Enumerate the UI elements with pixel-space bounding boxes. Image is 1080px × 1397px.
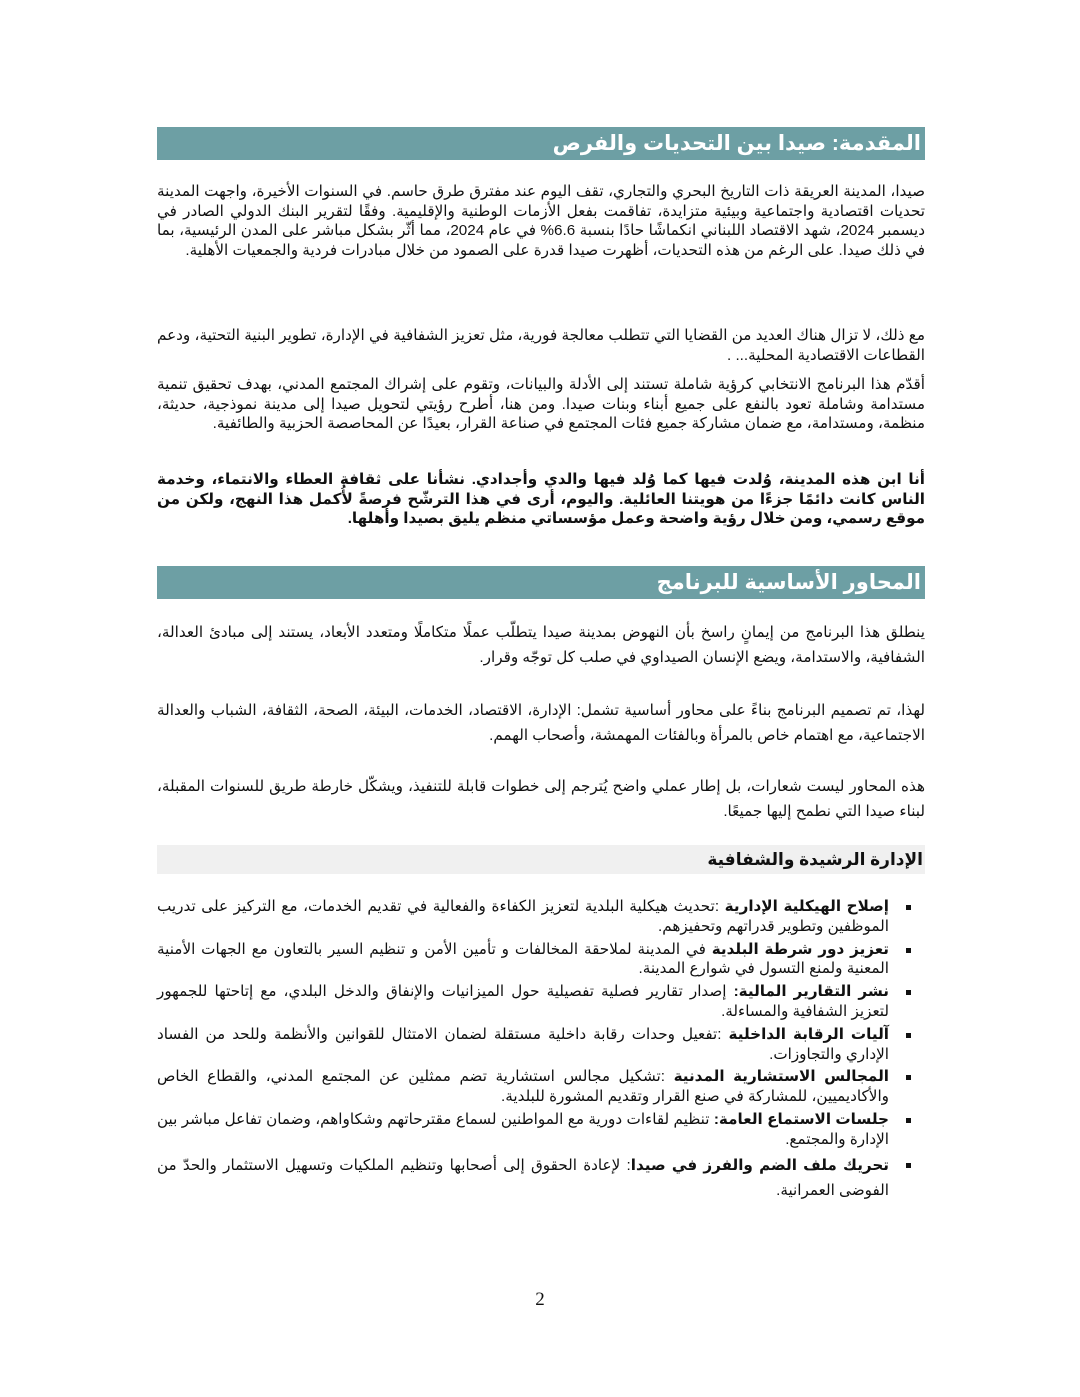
- item-separator: :: [714, 898, 725, 915]
- list-item: [157, 982, 925, 1022]
- page-number: 2: [535, 1289, 545, 1310]
- list-item: [157, 1153, 925, 1203]
- item-term: إصلاح الهيكلية الإدارية: [724, 898, 889, 915]
- axes-paragraph-1: ينطلق هذا البرنامج من إيمانٍ راسخ بأن النهوض بمدينة صيدا يتطلّب عملًا متكاملًا ومتعدد الأبعاد، يستند إلى مبادئ العدالة، الشفافية، والاستدامة، ويضع الإنسان الصيداوي في صلب كل توجّه وقرار.: [157, 624, 925, 666]
- list-item: [157, 1025, 925, 1065]
- item-term: المجالس الاستشارية المدنية: [673, 1068, 889, 1086]
- bullet-icon: [906, 1033, 911, 1038]
- item-separator: :: [620, 1156, 631, 1174]
- list-item: [157, 1067, 925, 1107]
- item-separator: :: [717, 1025, 729, 1043]
- section-heading-intro: المقدمة: صيدا بين التحديات والفرص: [157, 127, 925, 160]
- list-item: [157, 897, 925, 937]
- bullet-icon: [906, 1075, 911, 1080]
- item-text: تشكيل مجالس استشارية تضم ممثلين عن المجتمع المدني، والقطاع الخاص والأكاديميين، للمشاركة في صنع القرار وتقديم المشورة للبلدية.: [157, 1068, 889, 1106]
- item-text: تفعيل وحدات رقابة داخلية مستقلة لضمان الامتثال للقوانين والأنظمة وللحد من الفساد الإداري والتجاوزات.: [157, 1025, 889, 1063]
- bullet-icon: [906, 990, 911, 995]
- item-text: لإعادة الحقوق إلى أصحابها وتنظيم الملكيات وتسهيل الاستثمار والحدّ من الفوضى العمرانية.: [157, 1156, 889, 1199]
- section-heading-axes: المحاور الأساسية للبرنامج: [157, 566, 925, 599]
- bullet-icon: [906, 905, 911, 910]
- item-text: إصدار تقارير فصلية تفصيلية حول الميزانيات والإنفاق والدخل البلدي، مع إتاحتها للجمهور لتعزيز الشفافية والمساءلة.: [157, 983, 889, 1020]
- axes-paragraph-2: لهذا، تم تصميم البرنامج بناءً على محاور أساسية تشمل: الإدارة، الاقتصاد، الخدمات، البيئة، الصحة، الثقافة، الشباب والعدالة الاجتماعية، مع اهتمام خاص بالمرأة وبالفئات المهمشة، وأصحاب الهمم.: [157, 702, 925, 744]
- item-separator: [727, 983, 734, 1000]
- item-term: تعزيز دور شرطة البلدية: [711, 940, 889, 958]
- subsection-heading-governance: الإدارة الرشيدة والشفافية: [157, 845, 925, 874]
- intro-paragraph-2: مع ذلك، لا تزال هناك العديد من القضايا التي تتطلب معالجة فورية، مثل تعزيز الشفافية في الإدارة، تطوير البنية التحتية، ودعم القطاعات الاقتصادية المحلية... .: [157, 327, 925, 364]
- intro-paragraph-3: أقدّم هذا البرنامج الانتخابي كرؤية شاملة تستند إلى الأدلة والبيانات، وتقوم على إشراك المجتمع المدني، بهدف تحقيق تنمية مستدامة وشاملة تعود بالنفع على جميع أبناء وبنات صيدا. ومن هنا، أطرح رؤيتي لتحويل صيدا إلى مدينة نموذجية، حديثة، منظمة، ومستدامة، مع ضمان مشاركة جميع فئات المجتمع في صناعة القرار، بعيدًا عن المحاصصة الحزبية والطائفية.: [157, 376, 925, 433]
- bullet-icon: [906, 1118, 911, 1123]
- bullet-icon: [906, 948, 911, 953]
- item-text: تنظيم لقاءات دورية مع المواطنين لسماع مقترحاتهم وشكاواهم، وضمان تفاعل مباشر بين الإدارة والمجتمع.: [157, 1110, 889, 1148]
- item-term: نشر التقارير المالية:: [733, 983, 889, 1001]
- bullet-icon: [906, 1163, 911, 1168]
- list-item: [157, 940, 925, 980]
- item-text: في المدينة لملاحقة المخالفات و تأمين الأمن و تنظيم السير بالتعاون مع الجهات الأمنية المعنية ولمنع التسول في شوارع المدينة.: [157, 940, 889, 978]
- item-text: تحديث هيكلية البلدية لتعزيز الكفاءة والفعالية في تقديم الخدمات، مع التركيز على تدريب الموظفين وتطوير قدراتهم وتحفيزهم.: [157, 898, 889, 935]
- item-separator: :: [660, 1068, 674, 1086]
- item-term: تحريك ملف الضم والفرز في صيدا: [630, 1156, 890, 1174]
- item-term: جلسات الاستماع العامة:: [713, 1110, 889, 1128]
- governance-list: [157, 897, 925, 1206]
- intro-paragraph-1: صيدا، المدينة العريقة ذات التاريخ البحري والتجاري، تقف اليوم عند مفترق طرق حاسم. في السنوات الأخيرة، واجهت المدينة تحديات اقتصادية واجتماعية وبيئية متزايدة، تفاقمت بفعل الأزمات الوطنية والإقليمية. وفقًا لتقرير البنك الدولي الصادر في ديسمبر 2024، شهد الاقتصاد اللبناني انكماشًا حادًا بنسبة 6.6% في عام 2024، مما أثّر بشكل مباشر على المدن الرئيسية، بما في ذلك صيدا. على الرغم من هذه التحديات، أظهرت صيدا قدرة على الصمود من خلال مبادرات فردية والجمعيات الأهلية.: [157, 183, 925, 259]
- list-item: [157, 1110, 925, 1150]
- intro-paragraph-4-bold: أنا ابن هذه المدينة، وُلدت فيها كما وُلد فيها والدي وأجدادي. نشأنا على ثقافة العطاء والانتماء، وخدمة الناس كانت دائمًا جزءًا من هويتنا العائلية. واليوم، أرى في هذا الترشّح فرصةً لأُكمل هذا النهج، ولكن من موقع رسمي، ومن خلال رؤية واضحة وعمل مؤسساتي منظم يليق بصيدا وأهلها.: [157, 471, 925, 528]
- item-term: آليات الرقابة الداخلية: [728, 1025, 889, 1043]
- axes-paragraph-3: هذه المحاور ليست شعارات، بل إطار عملي واضح يُترجم إلى خطوات قابلة للتنفيذ، ويشكّل خارطة طريق للسنوات المقبلة، لبناء صيدا التي نطمح إليها جميعًا.: [157, 778, 925, 820]
